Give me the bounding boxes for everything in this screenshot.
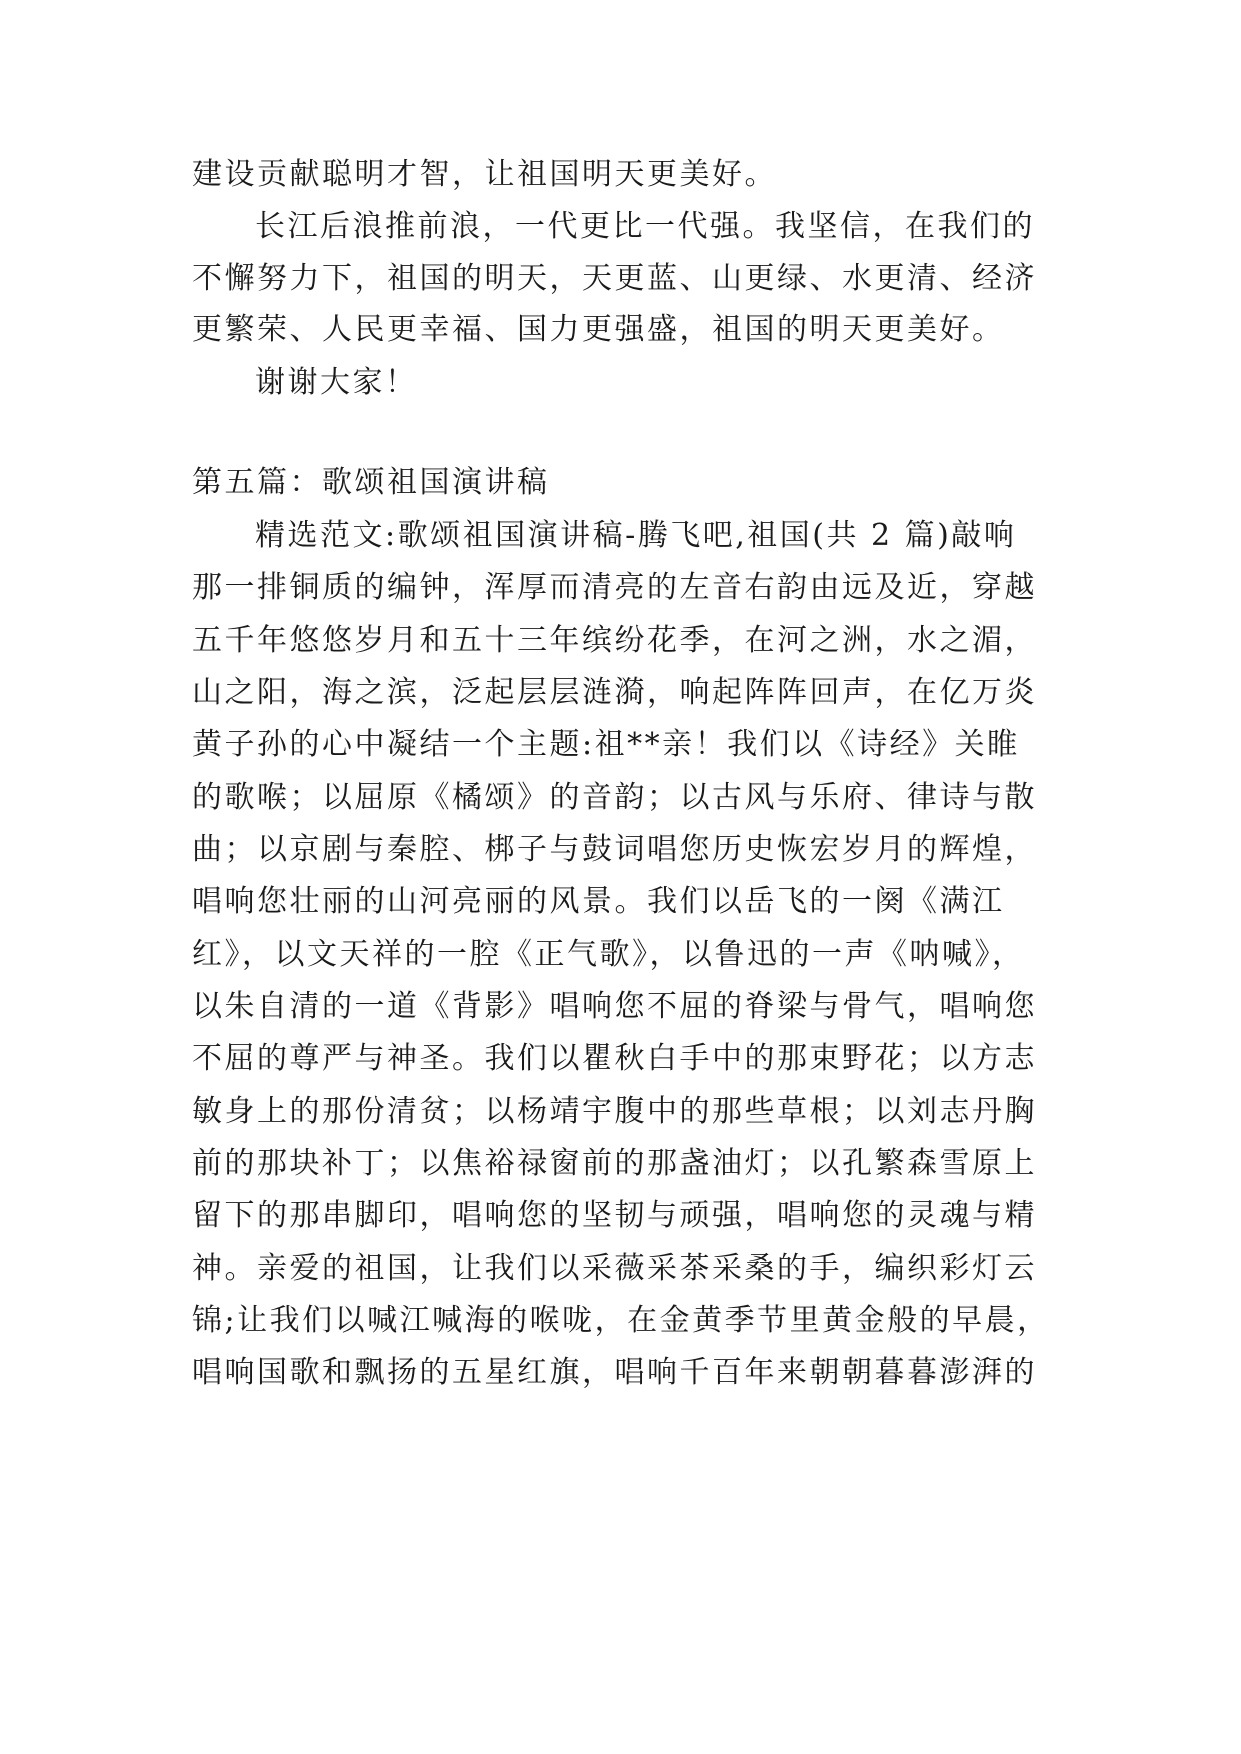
text-line: 不懈努力下，祖国的明天，天更蓝、山更绿、水更清、经济 xyxy=(192,261,1037,296)
text-line: 神。亲爱的祖国，让我们以采薇采茶采桑的手，编织彩灯云 xyxy=(192,1251,1037,1286)
section-heading: 第五篇：歌颂祖国演讲稿 xyxy=(192,465,550,500)
text-line: 那一排铜质的编钟，浑厚而清亮的左音右韵由远及近，穿越 xyxy=(192,570,1037,605)
text-line: 曲；以京剧与秦腔、梆子与鼓词唱您历史恢宏岁月的辉煌， xyxy=(192,832,1037,867)
closing-line: 谢谢大家！ xyxy=(255,365,418,400)
paragraph-start-line: 精选范文:歌颂祖国演讲稿-腾飞吧,祖国(共 2 篇)敲响 xyxy=(255,518,1017,553)
text-line: 的歌喉；以屈原《橘颂》的音韵；以古风与乐府、律诗与散 xyxy=(192,780,1037,815)
text-line: 留下的那串脚印，唱响您的坚韧与顽强，唱响您的灵魂与精 xyxy=(192,1198,1037,1233)
text-line: 红》，以文天祥的一腔《正气歌》，以鲁迅的一声《呐喊》， xyxy=(192,937,1025,972)
paragraph-start-line: 长江后浪推前浪，一代更比一代强。我坚信，在我们的 xyxy=(255,209,1035,244)
text-line: 五千年悠悠岁月和五十三年缤纷花季，在河之洲，水之湄， xyxy=(192,623,1037,658)
text-line: 前的那块补丁；以焦裕禄窗前的那盏油灯；以孔繁森雪原上 xyxy=(192,1146,1037,1181)
text-line: 山之阳，海之滨，泛起层层涟漪，响起阵阵回声，在亿万炎 xyxy=(192,675,1037,710)
text-line: 以朱自清的一道《背影》唱响您不屈的脊梁与骨气，唱响您 xyxy=(192,989,1037,1024)
text-line: 唱响您壮丽的山河亮丽的风景。我们以岳飞的一阕《满江 xyxy=(192,884,1005,919)
text-line: 黄子孙的心中凝结一个主题:祖**亲！我们以《诗经》关睢 xyxy=(192,727,1020,762)
text-line: 锦;让我们以喊江喊海的喉咙，在金黄季节里黄金般的早晨， xyxy=(192,1303,1050,1338)
text-line: 敏身上的那份清贫；以杨靖宇腹中的那些草根；以刘志丹胸 xyxy=(192,1094,1037,1129)
text-line: 建设贡献聪明才智，让祖国明天更美好。 xyxy=(192,157,777,192)
text-line: 唱响国歌和飘扬的五星红旗，唱响千百年来朝朝暮暮澎湃的 xyxy=(192,1355,1037,1390)
text-line: 更繁荣、人民更幸福、国力更强盛，祖国的明天更美好。 xyxy=(192,312,1005,347)
text-line: 不屈的尊严与神圣。我们以瞿秋白手中的那束野花；以方志 xyxy=(192,1041,1037,1076)
